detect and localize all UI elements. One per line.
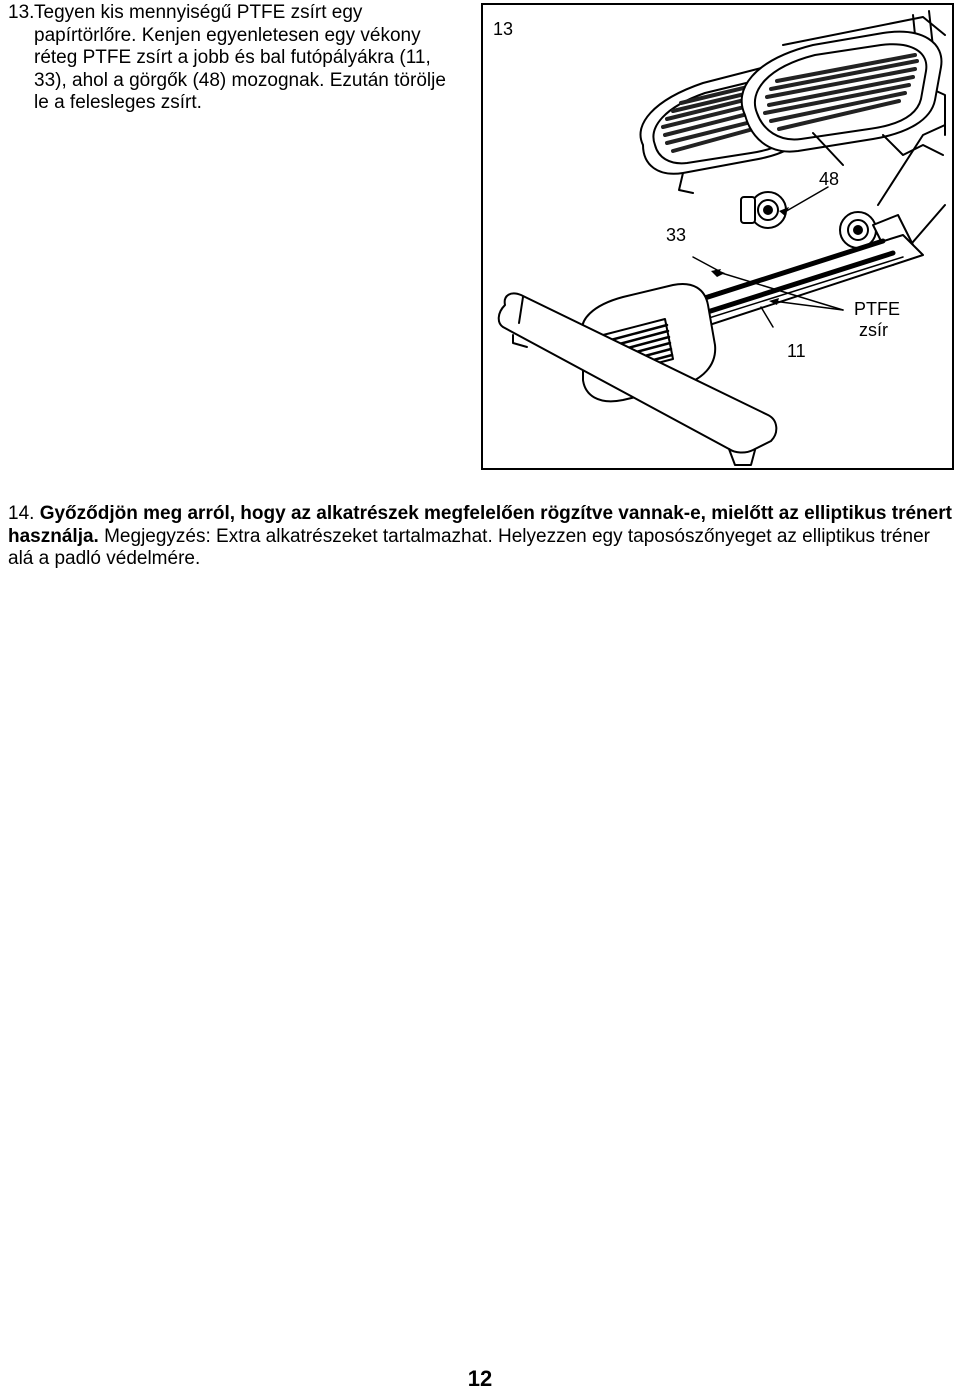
- step-14-instruction: [8, 503, 956, 571]
- figure-step-number: 13: [493, 19, 514, 39]
- step-14-text: Megjegyzés: Extra alkatrészeket tartalmazhat. Helyezzen egy taposószőnyeget az elliptikus tréner alá a padló védelmére.: [8, 525, 930, 570]
- label-ptfe-line2: zsír: [859, 320, 888, 340]
- label-part-48: 48: [819, 169, 840, 189]
- step-14-number: 14.: [8, 503, 35, 524]
- step-13-text: Tegyen kis mennyiségű PTFE zsírt egy papírtörlőre. Kenjen egyenletesen egy vékony réteg PTFE zsírt a jobb és bal futópályákra (11, 33), ahol a görgők (48) mozognak. Ezután törölje le a felesleges zsírt.: [34, 2, 446, 114]
- label-part-33: 33: [666, 225, 687, 245]
- step-13-instruction: [8, 2, 458, 115]
- elliptical-rail-illustration: [483, 5, 952, 468]
- figure-13: [481, 3, 954, 470]
- label-part-11: 11: [787, 341, 806, 361]
- step-13-number: 13.: [8, 2, 35, 23]
- page-number: 12: [467, 1366, 493, 1391]
- step-14-bold-text: Győződjön meg arról, hogy az alkatrészek megfelelően rögzítve vannak-e, mielőtt az elliptikus trénert használja.: [8, 503, 952, 547]
- label-ptfe-line1: PTFE: [854, 299, 901, 319]
